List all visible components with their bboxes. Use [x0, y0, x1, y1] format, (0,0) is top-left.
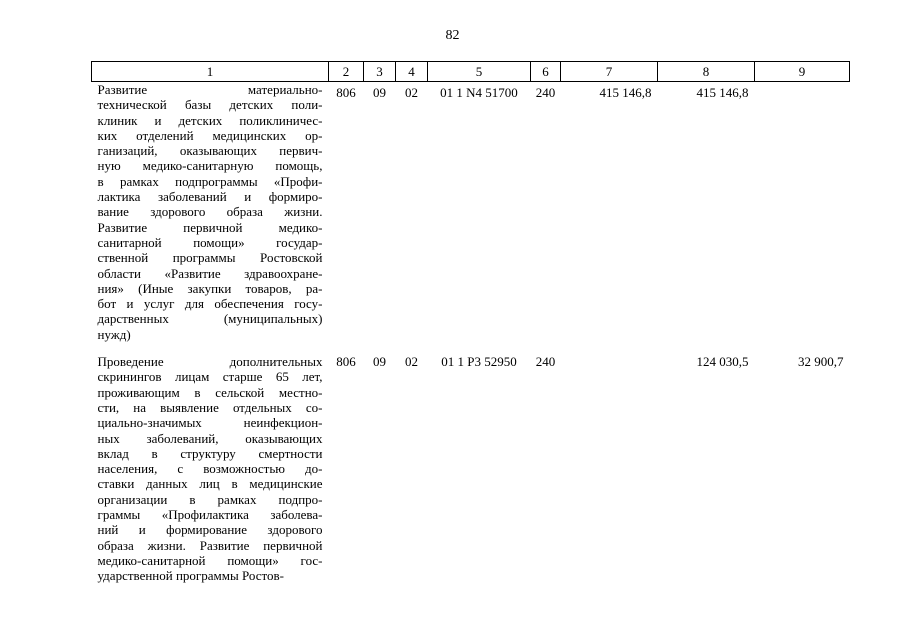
column-header-3: 3: [364, 62, 396, 82]
row-description: [92, 82, 329, 355]
description-line: вание здорового образа жизни.: [97, 204, 323, 220]
column-header-9: 9: [755, 62, 850, 82]
column-header-6: 6: [531, 62, 561, 82]
description-line: ганизаций, оказывающих первич-: [97, 143, 323, 159]
column-header-1: 1: [92, 62, 329, 82]
amount-col7: [561, 354, 658, 583]
table-row: [92, 82, 850, 355]
expense-type-code: 240: [535, 85, 556, 100]
section-code: 09: [373, 85, 386, 100]
description-line: ную медико-санитарную помощь,: [97, 158, 323, 174]
description-line: лактика заболеваний и формиро-: [97, 189, 323, 205]
ministry-code: 806: [336, 354, 356, 370]
description-line: вклад в структуру смертности: [97, 445, 323, 461]
description-line: дарственных (муниципальных): [97, 311, 323, 327]
description-line: сти, на выявление отдельных со-: [97, 399, 323, 415]
ministry-code: 806: [336, 85, 356, 100]
table-header-row: [92, 62, 850, 82]
description-line: ких отделений медицинских ор-: [97, 127, 323, 143]
column-header-8: 8: [658, 62, 755, 82]
column-header-2: 2: [329, 62, 364, 82]
subsection-code: 02: [405, 85, 418, 100]
description-line: Проведение дополнительных: [97, 354, 323, 370]
description-line: области «Развитие здравоохране-: [97, 265, 323, 281]
description-line: ний и формирование здорового: [97, 522, 323, 538]
description-line: Развитие первичной медико-: [97, 219, 323, 235]
amount-col8: 415 146,8: [696, 85, 749, 100]
description-line: клиник и детских поликлиничес-: [97, 112, 323, 128]
description-line: ных заболеваний, оказывающих: [97, 430, 323, 446]
description-line: нужд): [97, 326, 131, 342]
column-header-5: 5: [428, 62, 531, 82]
description-line: медико-санитарной помощи» гос-: [97, 552, 323, 568]
column-header-7: 7: [561, 62, 658, 82]
expense-type-code: 240: [535, 354, 556, 370]
description-line: ставки данных лиц в медицинские: [97, 476, 323, 492]
description-line: проживающим в сельской местно-: [97, 384, 323, 400]
amount-col9: [755, 82, 850, 355]
section-code: 09: [373, 354, 386, 370]
amount-col8: 124 030,5: [696, 354, 749, 370]
description-line: населения, с возможностью до-: [97, 461, 323, 477]
description-line: санитарной помощи» государ-: [97, 234, 323, 250]
description-line: ния» (Иные закупки товаров, ра-: [97, 280, 323, 296]
description-line: граммы «Профилактика заболева-: [97, 507, 323, 523]
description-line: образа жизни. Развитие первичной: [97, 537, 323, 553]
description-line: технической базы детских поли-: [97, 97, 323, 113]
description-line: организации в рамках подпро-: [97, 491, 323, 507]
row-description: [92, 354, 329, 583]
description-line: Развитие материально-: [97, 82, 323, 97]
amount-col9: 32 900,7: [798, 354, 844, 370]
description-line: ударственной программы Ростов-: [97, 568, 284, 584]
description-line: в рамках подпрограммы «Профи-: [97, 173, 323, 189]
description-line: ственной программы Ростовской: [97, 250, 323, 266]
page-number: 82: [445, 28, 460, 43]
description-line: циально-значимых неинфекцион-: [97, 415, 323, 431]
table-row: [92, 354, 850, 583]
column-header-4: 4: [396, 62, 428, 82]
target-article-code: 01 1 N4 51700: [440, 85, 518, 100]
target-article-code: 01 1 P3 52950: [441, 354, 517, 370]
subsection-code: 02: [405, 354, 418, 370]
budget-table: [91, 61, 850, 584]
description-line: бот и услуг для обеспечения госу-: [97, 296, 323, 312]
description-line: скринингов лицам старше 65 лет,: [97, 369, 323, 385]
amount-col7: 415 146,8: [599, 85, 652, 100]
